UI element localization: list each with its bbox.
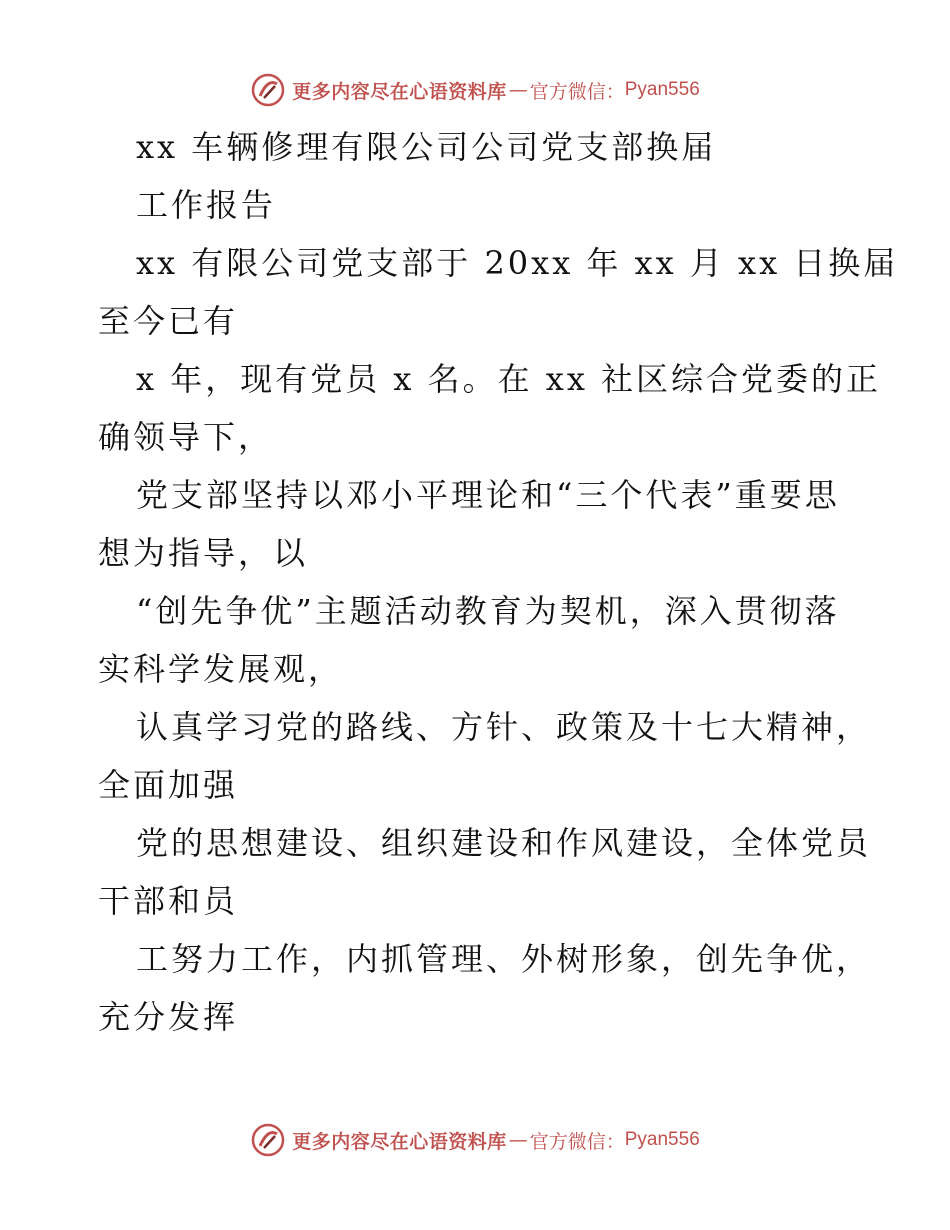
text-line: 工努力工作，内抓管理、外树形象，创先争优， — [136, 940, 872, 978]
watermark-id: Pyan556 — [624, 1129, 700, 1150]
footer-watermark — [0, 1120, 950, 1160]
watermark-label: 官方微信： — [529, 1130, 625, 1153]
watermark-separator: — — [508, 1129, 528, 1151]
header-watermark — [0, 70, 950, 110]
text-line: x 年，现有党员 x 名。在 xx 社区综合党委的正 — [136, 360, 882, 398]
watermark-separator: — — [508, 79, 528, 101]
text-line: 工作报告 — [136, 186, 277, 224]
text-line: 认真学习党的路线、方针、政策及十七大精神， — [136, 708, 872, 746]
text-line: 至今已有 — [98, 302, 239, 340]
logo-icon — [250, 72, 286, 108]
text-line: xx 有限公司党支部于 20xx 年 xx 月 xx 日换届 — [136, 244, 899, 282]
text-line: 干部和员 — [98, 882, 239, 920]
text-line: 党的思想建设、组织建设和作风建设，全体党员 — [136, 824, 872, 862]
text-line: 全面加强 — [98, 766, 239, 804]
logo-icon — [250, 1122, 286, 1158]
text-line: 实科学发展观， — [98, 650, 344, 688]
text-line: 确领导下， — [98, 418, 274, 456]
watermark-id: Pyan556 — [624, 79, 700, 100]
text-line: 党支部坚持以邓小平理论和“三个代表”重要思 — [136, 476, 840, 514]
document-body — [98, 118, 899, 1046]
text-line: 充分发挥 — [98, 998, 239, 1036]
text-line: xx 车辆修理有限公司公司党支部换届 — [136, 128, 717, 166]
watermark-brand: 更多内容尽在心语资料库 — [292, 1130, 507, 1153]
text-line: “创先争优”主题活动教育为契机，深入贯彻落 — [136, 592, 840, 630]
text-line: 想为指导，以 — [98, 534, 309, 572]
watermark-brand: 更多内容尽在心语资料库 — [292, 80, 507, 103]
watermark-label: 官方微信： — [529, 80, 625, 103]
